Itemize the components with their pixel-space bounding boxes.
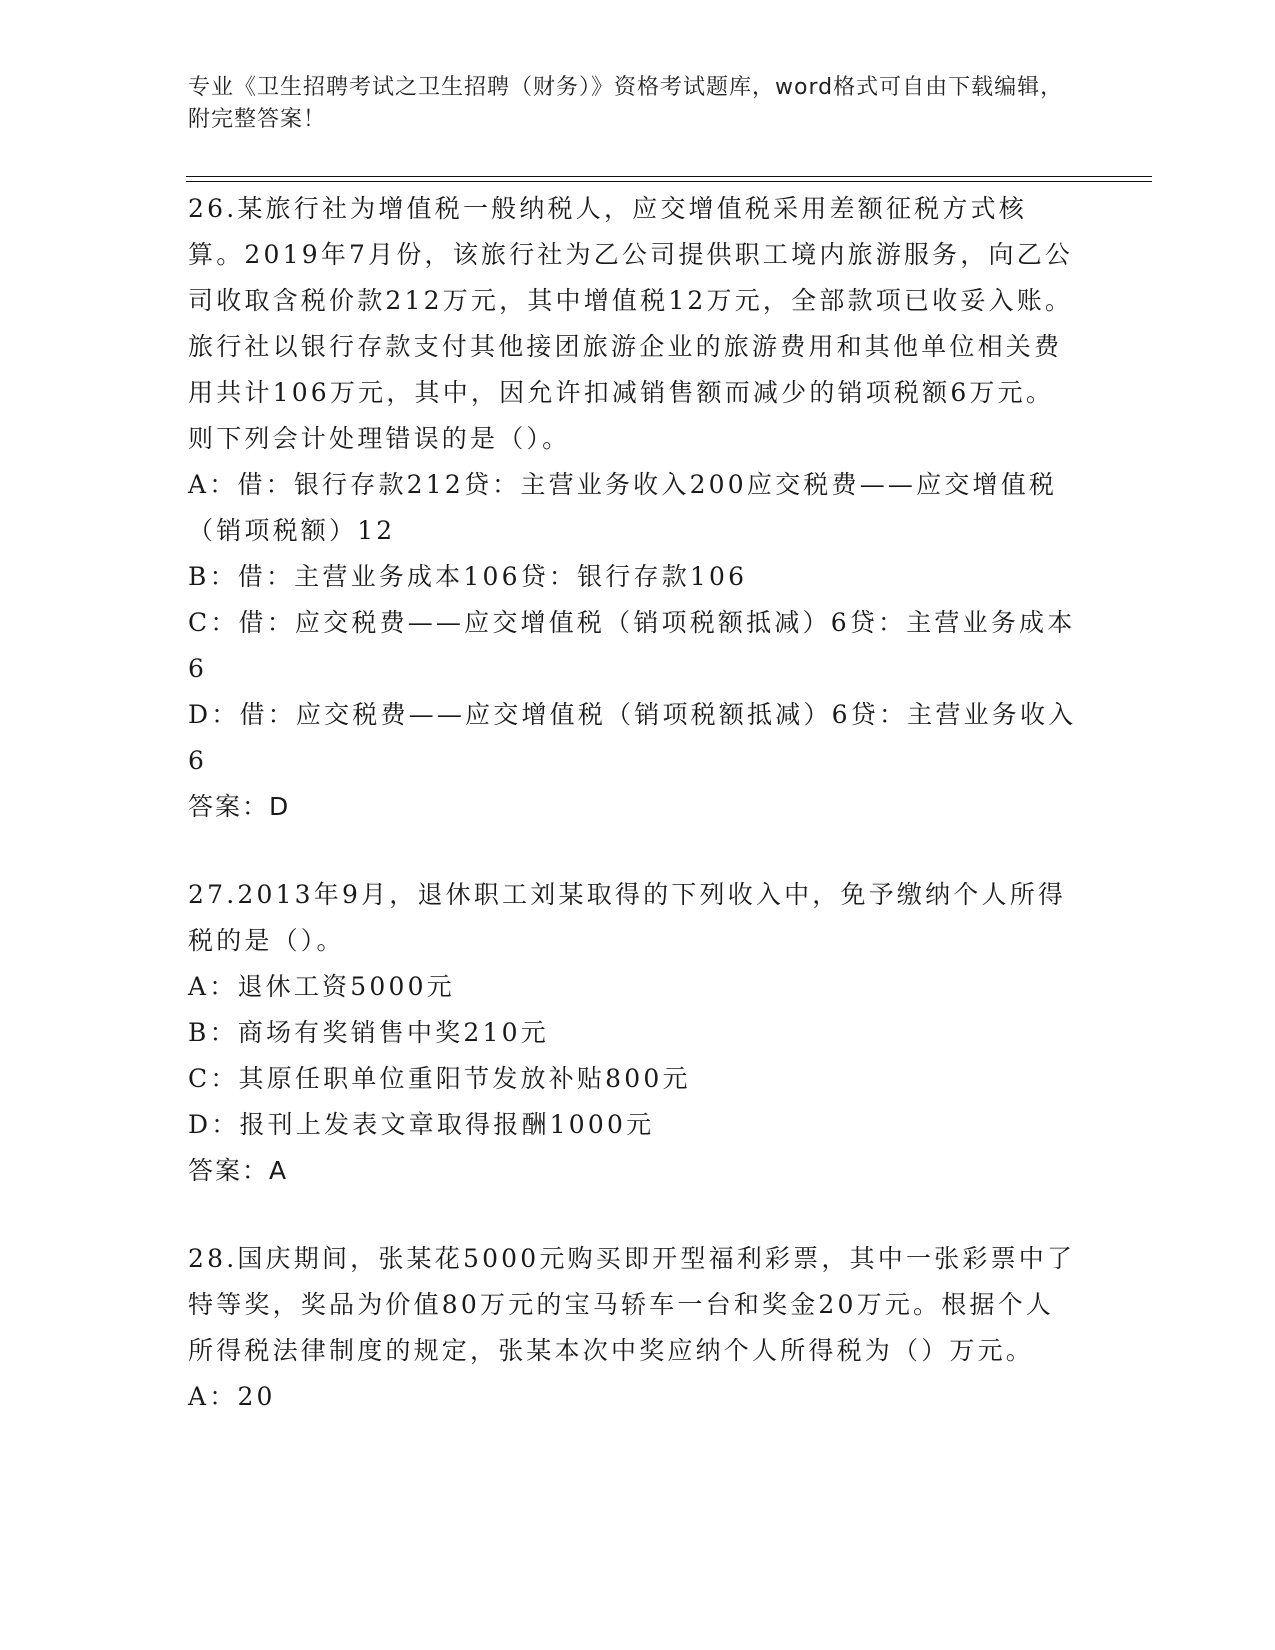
document-header: 专业《卫生招聘考试之卫生招聘（财务）》资格考试题库，word格式可自由下载编辑，附完整答案！: [188, 75, 1064, 132]
answer: 答案：D: [188, 792, 291, 821]
header-divider-bottom: [186, 181, 1152, 182]
option-a: A：借：银行存款212贷：主营业务收入200应交税费——应交增值税（销项税额）12: [188, 470, 1058, 545]
option-b: B：借：主营业务成本106贷：银行存款106: [188, 562, 748, 591]
option-d: D：报刊上发表文章取得报酬1000元: [188, 1110, 655, 1139]
option-a: A：退休工资5000元: [188, 972, 455, 1001]
question-list: [188, 186, 1078, 1420]
question-text: 27.2013年9月，退休职工刘某取得的下列收入中，免予缴纳个人所得税的是（）。: [188, 880, 1067, 955]
header-divider-top: [186, 176, 1152, 177]
answer: 答案：A: [188, 1156, 289, 1185]
option-d: D：借：应交税费——应交增值税（销项税额抵减）6贷：主营业务收入6: [188, 700, 1077, 775]
option-a: A：20: [188, 1382, 276, 1411]
question-spacer: [188, 830, 1078, 872]
question-text: 28.国庆期间，张某花5000元购买即开型福利彩票，其中一张彩票中了特等奖，奖品为价值80万元的宝马轿车一台和奖金20万元。根据个人所得税法律制度的规定，张某本次中奖应纳个人所得税为（）万元。: [188, 1244, 1076, 1365]
option-c: C：其原任职单位重阳节发放补贴800元: [188, 1064, 691, 1093]
question-spacer: [188, 1194, 1078, 1236]
question-27: [188, 872, 1078, 1194]
question-28: [188, 1236, 1078, 1420]
option-c: C：借：应交税费——应交增值税（销项税额抵减）6贷：主营业务成本6: [188, 608, 1076, 683]
question-26: [188, 186, 1078, 830]
question-text: 26.某旅行社为增值税一般纳税人，应交增值税采用差额征税方式核算。2019年7月份，该旅行社为乙公司提供职工境内旅游服务，向乙公司收取含税价款212万元，其中增值税12万元，全部款项已收妥入账。旅行社以银行存款支付其他接团旅游企业的旅游费用和其他单位相关费用共计106万元，其中，因允许扣减销售额而减少的销项税额6万元。则下列会计处理错误的是（）。: [188, 194, 1074, 453]
option-b: B：商场有奖销售中奖210元: [188, 1018, 549, 1047]
